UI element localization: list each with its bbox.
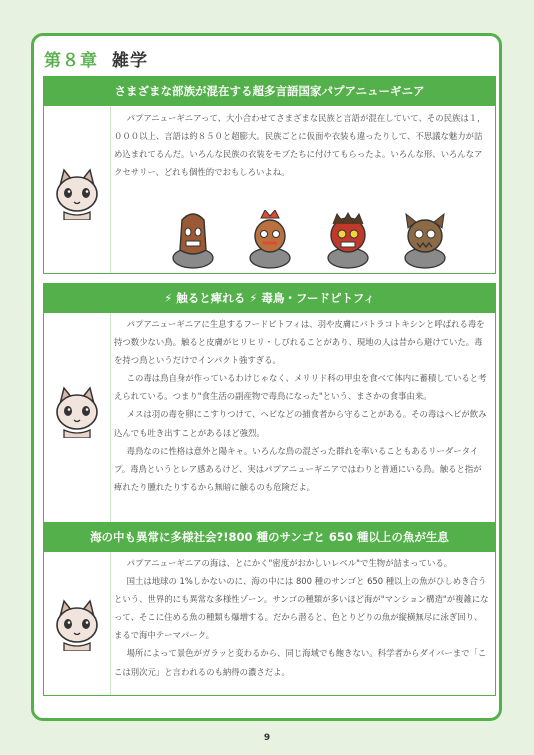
- divider: [110, 313, 111, 547]
- mask-figures: [164, 210, 454, 270]
- paragraph: 毒鳥なのに性格は意外と陽キャ。いろんな鳥の混ざった群れを率いることもあるリーダータイプ。毒鳥というとレア感あるけど、実はパプアニューギニアではわりと普通にいる鳥。触ると指が痺れたり腫れたりするから無暗に触るのも危険だよ。: [114, 445, 482, 492]
- mascot-cat-icon: [50, 597, 104, 651]
- section-ocean-diversity: [43, 522, 496, 696]
- paragraph: 国土は地球の 1%しかないのに、海の中には 800 種のサンゴと 650 種以上の魚がひしめき合うという、世界的にも異常な多様性ゾーン。サンゴの種類が多いほど海が"マンション構造"が複雑になって、そこに住める魚の種類も爆増する。だから潜ると、色とりどりの魚が縦横無尽に泳ぎ回り、まるで海中テーマパーク。: [114, 576, 489, 641]
- divider: [110, 552, 111, 695]
- chapter-heading: [44, 46, 148, 71]
- mask-figure-3-icon: [319, 210, 377, 270]
- section-poison-bird: [43, 283, 496, 548]
- paragraph: この毒は鳥自身が作っているわけじゃなく、メリリド科の甲虫を食べて体内に蓄積していると考えられている。つまり"食生活の副産物で毒鳥になった"という、まさかの食事由来。: [114, 373, 487, 402]
- section-text: [114, 109, 489, 181]
- paragraph: パプアニューギニアに生息するフードピトフィは、羽や皮膚にバトラコトキシンと呼ばれる毒を持つ数少ない鳥。触ると皮膚がヒリヒリ・しびれることがあり、現地の人は昔から避けていた。毒を持つ鳥というだけでインパクト強すぎる。: [114, 319, 485, 366]
- section-text: [114, 554, 489, 681]
- section-body: [44, 313, 495, 547]
- chapter-number: 第８章: [44, 51, 98, 71]
- chapter-title: 雑学: [112, 51, 148, 71]
- section-body: [44, 552, 495, 695]
- section-header-text: 触ると痺れる: [176, 291, 246, 305]
- section-header: 海の中も異常に多様社会?!800 種のサンゴと 650 種以上の魚が生息: [44, 523, 495, 552]
- lightning-icon: ⚡: [249, 291, 258, 305]
- page-frame: [31, 33, 502, 721]
- section-papua-languages: [43, 76, 496, 274]
- mascot-cat-icon: [50, 384, 104, 438]
- mask-figure-4-icon: [396, 210, 454, 270]
- divider: [110, 106, 111, 273]
- section-body: [44, 106, 495, 273]
- section-text: [114, 315, 489, 496]
- section-header: さまざまな部族が混在する超多言語国家パプアニューギニア: [44, 77, 495, 106]
- page-number: 9: [263, 733, 271, 743]
- lightning-icon: ⚡: [164, 291, 173, 305]
- mask-figure-1-icon: [164, 210, 222, 270]
- paragraph: パプアニューギニアって、大小合わせてさまざまな民族と言語が混在していて、その民族は１，０００以上、言語は約８５０と超膨大。民族ごとに仮面や衣装も違ったりして、不思議な魅力が詰め込まれてるんだ。いろんな民族の衣装をモブたちに付けてもらったよ。いろんな形、いろんなアクセサリー、どれも個性的でおもしろいよね。: [114, 113, 486, 178]
- paragraph: 場所によって景色がガラッと変わるから、同じ海域でも飽きない。科学者からダイバーまで「ここは別次元」と言われるのも納得の濃さだよ。: [114, 648, 487, 677]
- paragraph: パプアニューギニアの海は、とにかく"密度がおかしいレベル"で生物が詰まっている。: [126, 558, 453, 568]
- mask-figure-2-icon: [241, 210, 299, 270]
- section-header: [44, 284, 495, 313]
- paragraph: メスは羽の毒を卵にこすりつけて、ヘビなどの捕食者から守ることがある。その毒はヘビが飲み込んでも吐き出すことがあるほど強烈。: [114, 409, 487, 438]
- mascot-cat-icon: [50, 166, 104, 220]
- section-header-text2: 毒鳥・フードピトフィ: [261, 291, 375, 305]
